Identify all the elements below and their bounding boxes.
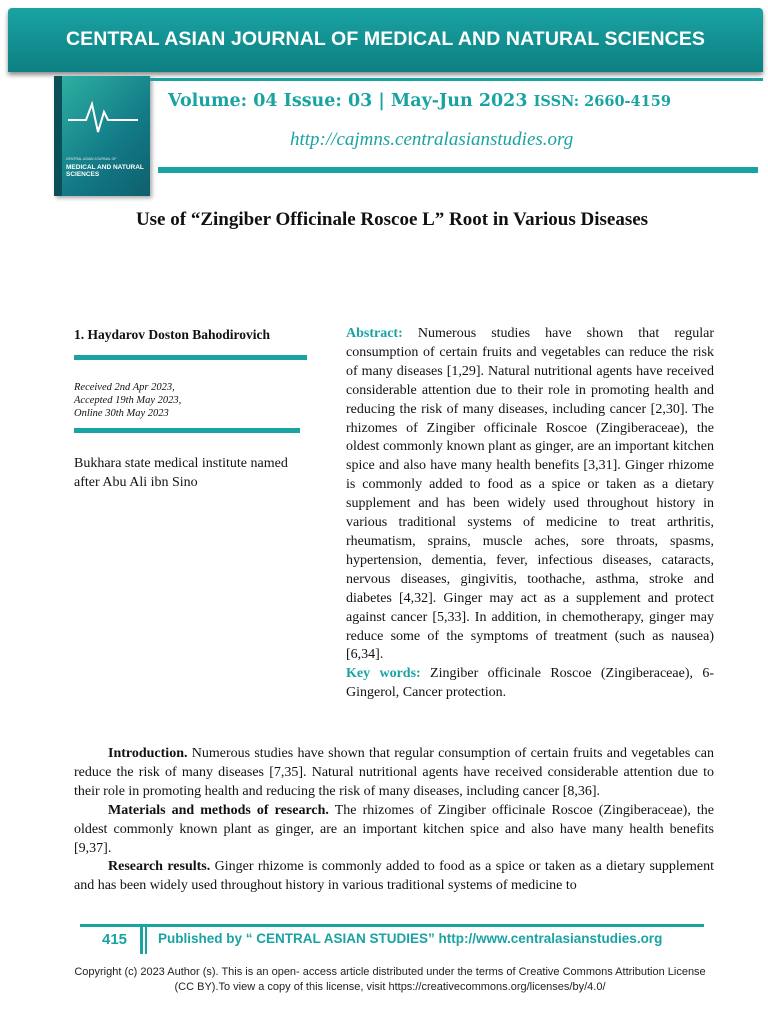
keywords-label: Key words: [346, 666, 421, 682]
abstract [346, 325, 714, 703]
author-name: 1. Haydarov Doston Bahodirovich [74, 327, 271, 342]
section-heading: Introduction. [108, 746, 188, 761]
journal-title: CENTRAL ASIAN JOURNAL OF MEDICAL AND NATURAL SCIENCES [65, 28, 706, 50]
introduction-paragraph [74, 745, 714, 802]
author-affiliation: Bukhara state medical institute named after Abu Ali ibn Sino [74, 456, 288, 490]
sidebar-divider [74, 428, 300, 433]
journal-banner [8, 8, 763, 72]
abstract-label: Abstract: [346, 326, 403, 341]
journal-url-link[interactable]: http://cajmns.centralasianstudies.org [290, 129, 574, 150]
footer-rule [80, 924, 704, 927]
section-heading: Research results. [108, 859, 211, 875]
header-rule-top [150, 78, 763, 81]
abstract-text: Numerous studies have shown that regular consumption of certain fruits and vegetables can reduce the risk of many diseases [1,29]. Natural nutritional agents have received considerable attention due to their role in promoting health and reducing the risk of many diseases, including cancer [2,30]. The rhizomes of Zingiber officinale Roscoe (Zingiberaceae), the oldest commonly known plant as ginger, are an important kitchen spice and also have many health benefits [3,31]. Ginger rhizome is commonly added to food as a spice or taken as a dietary supplement and has been widely used throughout history in various traditional systems of medicine to treat arthritis, rheumatism, sprains, muscle aches, sore throats, spasms, hypertension, dementia, fever, infectious diseases, cataracts, nervous diseases, gingivitis, toothache, asthma, stroke and diabetes [4,32]. Ginger may act as a supplement and protect against cancer [5,33]. In addition, in chemotherapy, ginger may reduce some of the symptoms of treatment (such as nausea) [6,34]. [346, 326, 714, 663]
accepted-date: Accepted 19th May 2023, [74, 395, 182, 406]
results-paragraph [74, 858, 714, 896]
paragraph-text: The rhizomes of Zingiber officinale Roscoe (Zingiberaceae), the oldest commonly known plant as ginger, are an important kitchen spice and also have many health benefits [9,37]. [74, 802, 715, 856]
journal-cover-image [54, 76, 150, 196]
cover-small-text: CENTRAL ASIAN JOURNAL OF [66, 157, 117, 161]
methods-paragraph [74, 802, 714, 859]
volume-issue: Volume: 04 Issue: 03 | May-Jun 2023 [168, 91, 528, 111]
footer-divider-bars [140, 926, 147, 954]
section-heading: Materials and methods of research. [108, 802, 329, 818]
header-rule-bottom [158, 167, 758, 173]
cover-spine [54, 76, 62, 196]
article-title: Use of “Zingiber Officinale Roscoe L” Root in Various Diseases [135, 209, 649, 230]
issn: ISSN: 2660-4159 [533, 93, 671, 110]
article-dates [74, 381, 181, 420]
article-body [74, 745, 714, 896]
paragraph-text: Ginger rhizome is commonly added to food as a spice or taken as a dietary supplement and has been widely used throughout history in various traditional systems of medicine to [74, 859, 715, 894]
volume-issue-line [168, 91, 671, 111]
cover-text [66, 156, 146, 178]
online-date: Online 30th May 2023 [74, 408, 169, 419]
sidebar-divider [74, 355, 307, 360]
publisher-link[interactable]: Published by “ CENTRAL ASIAN STUDIES” http://www.centralasianstudies.org [158, 931, 663, 946]
received-date: Received 2nd Apr 2023, [74, 382, 175, 393]
cover-title: MEDICAL AND NATURAL SCIENCES [66, 164, 144, 178]
paragraph-text: Numerous studies have shown that regular consumption of certain fruits and vegetables can reduce the risk of many diseases [7,35]. Natural nutritional agents have received considerable attention due to their role in promoting health and reducing the risk of many diseases, including cancer [8,36]. [74, 746, 714, 799]
keywords-text: Zingiber officinale Roscoe (Zingiberaceae), 6-Gingerol, Cancer protection. [346, 666, 714, 701]
copyright-notice: Copyright (c) 2023 Author (s). This is an open- access article distributed under the terms of Creative Commons Attribution License (CC BY).To view a copy of this license, visit https://creativecommons.org/licenses/by/4.0/ [74, 966, 706, 993]
heartbeat-icon [68, 90, 138, 140]
page-number: 415 [102, 931, 128, 948]
